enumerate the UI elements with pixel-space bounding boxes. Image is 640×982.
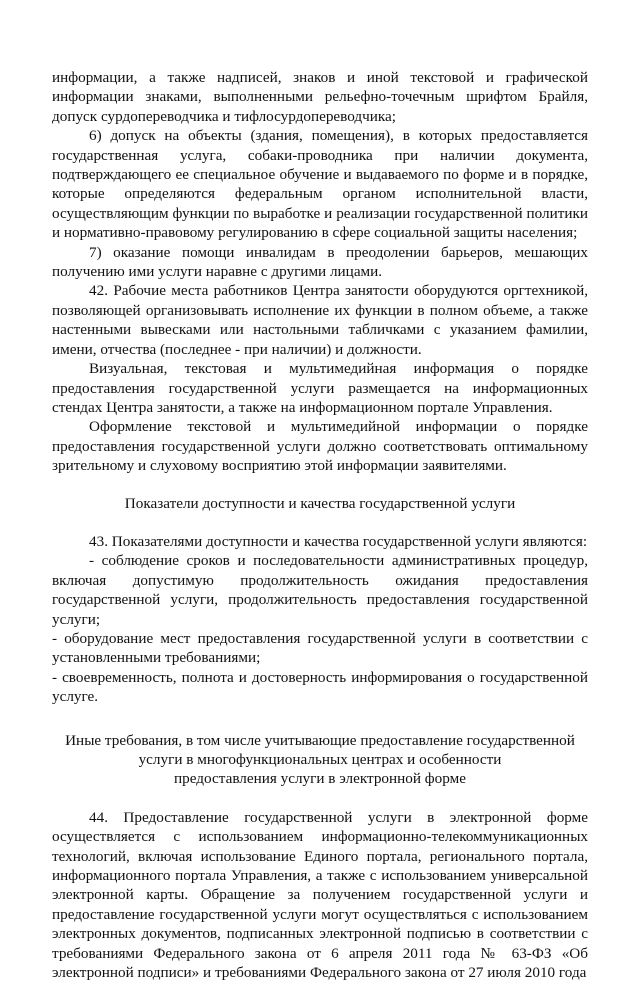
paragraph-visual-info: Визуальная, текстовая и мультимедийная информация о порядке предоставления государственной услуги размещается на информационных стендах Центра занятости, а также на информационном портале Управления.	[52, 360, 588, 416]
paragraph-design-info: Оформление текстовой и мультимедийной информации о порядке предоставления государственной услуги должно соответствовать оптимальному зрительному и слуховому восприятию этой информации заявителями.	[52, 418, 588, 475]
paragraph-44: 44. Предоставление государственной услуги в электронной форме осуществляется с использованием информационно-телекоммуникационных технологий, включая использование Единого портала, регионального портала, информационного портала Управления, а также с использованием универсальной электронной карты. Обращение за получением государственной услуги и предоставление государственной услуги могут осуществляться с использованием электронных документов, подписанных электронной подписью в соответствии с требованиями Федерального закона от 6 апреля 2011 года № 63-ФЗ «Об электронной подписи» и требованиями Федерального закона от 27 июля 2010 года	[52, 808, 588, 982]
list-item-deadlines: - соблюдение сроков и последовательности административных процедур, включая допустимую продолжительность ожидания предоставления государственной услуги, продолжительность предоставления государственной услуги;	[52, 552, 588, 628]
list-item-equipment: - оборудование мест предоставления государственной услуги в соответствии с установленными требованиями;	[52, 629, 588, 667]
section-heading-other-line-3: предоставления услуги в электронной форме	[174, 770, 466, 788]
paragraph-43: 43. Показателями доступности и качества государственной услуги являются:	[89, 532, 588, 550]
list-item-information: - своевременность, полнота и достоверность информирования о государственной услуге.	[52, 668, 588, 706]
paragraph-42: 42. Рабочие места работников Центра занятости оборудуются оргтехникой, позволяющей организовывать исполнение их функции в полном объеме, а также настенными вывесками или настольными табличками с указанием фамилии, имени, отчества (последнее - при наличии) и должности.	[52, 282, 588, 358]
section-heading-other-line-2: услуги в многофункциональных центрах и особенности	[138, 751, 502, 768]
paragraph-item-6: 6) допуск на объекты (здания, помещения), в которых предоставляется государственная услуга, собаки-проводника при наличии документа, подтверждающего ее специальное обучение и выдаваемого по форме и в порядке, которые определяются федеральным органом исполнительной власти, осуществляющим функции по выработке и реализации государственной политики и нормативно-правовому регулированию в сфере социальной защиты населения;	[52, 127, 588, 242]
section-heading-accessibility: Показатели доступности и качества государственной услуги	[124, 494, 516, 512]
paragraph-continuation: информации, а также надписей, знаков и иной текстовой и графической информации знаками, выполненными рельефно-точечным шрифтом Брайля, допуск сурдопереводчика и тифлосурдопереводчика;	[52, 69, 588, 125]
paragraph-item-7: 7) оказание помощи инвалидам в преодолении барьеров, мешающих получению ими услуги наравне с другими лицами.	[52, 243, 588, 281]
section-heading-other-line-1: Иные требования, в том числе учитывающие предоставление государственной	[65, 731, 575, 749]
